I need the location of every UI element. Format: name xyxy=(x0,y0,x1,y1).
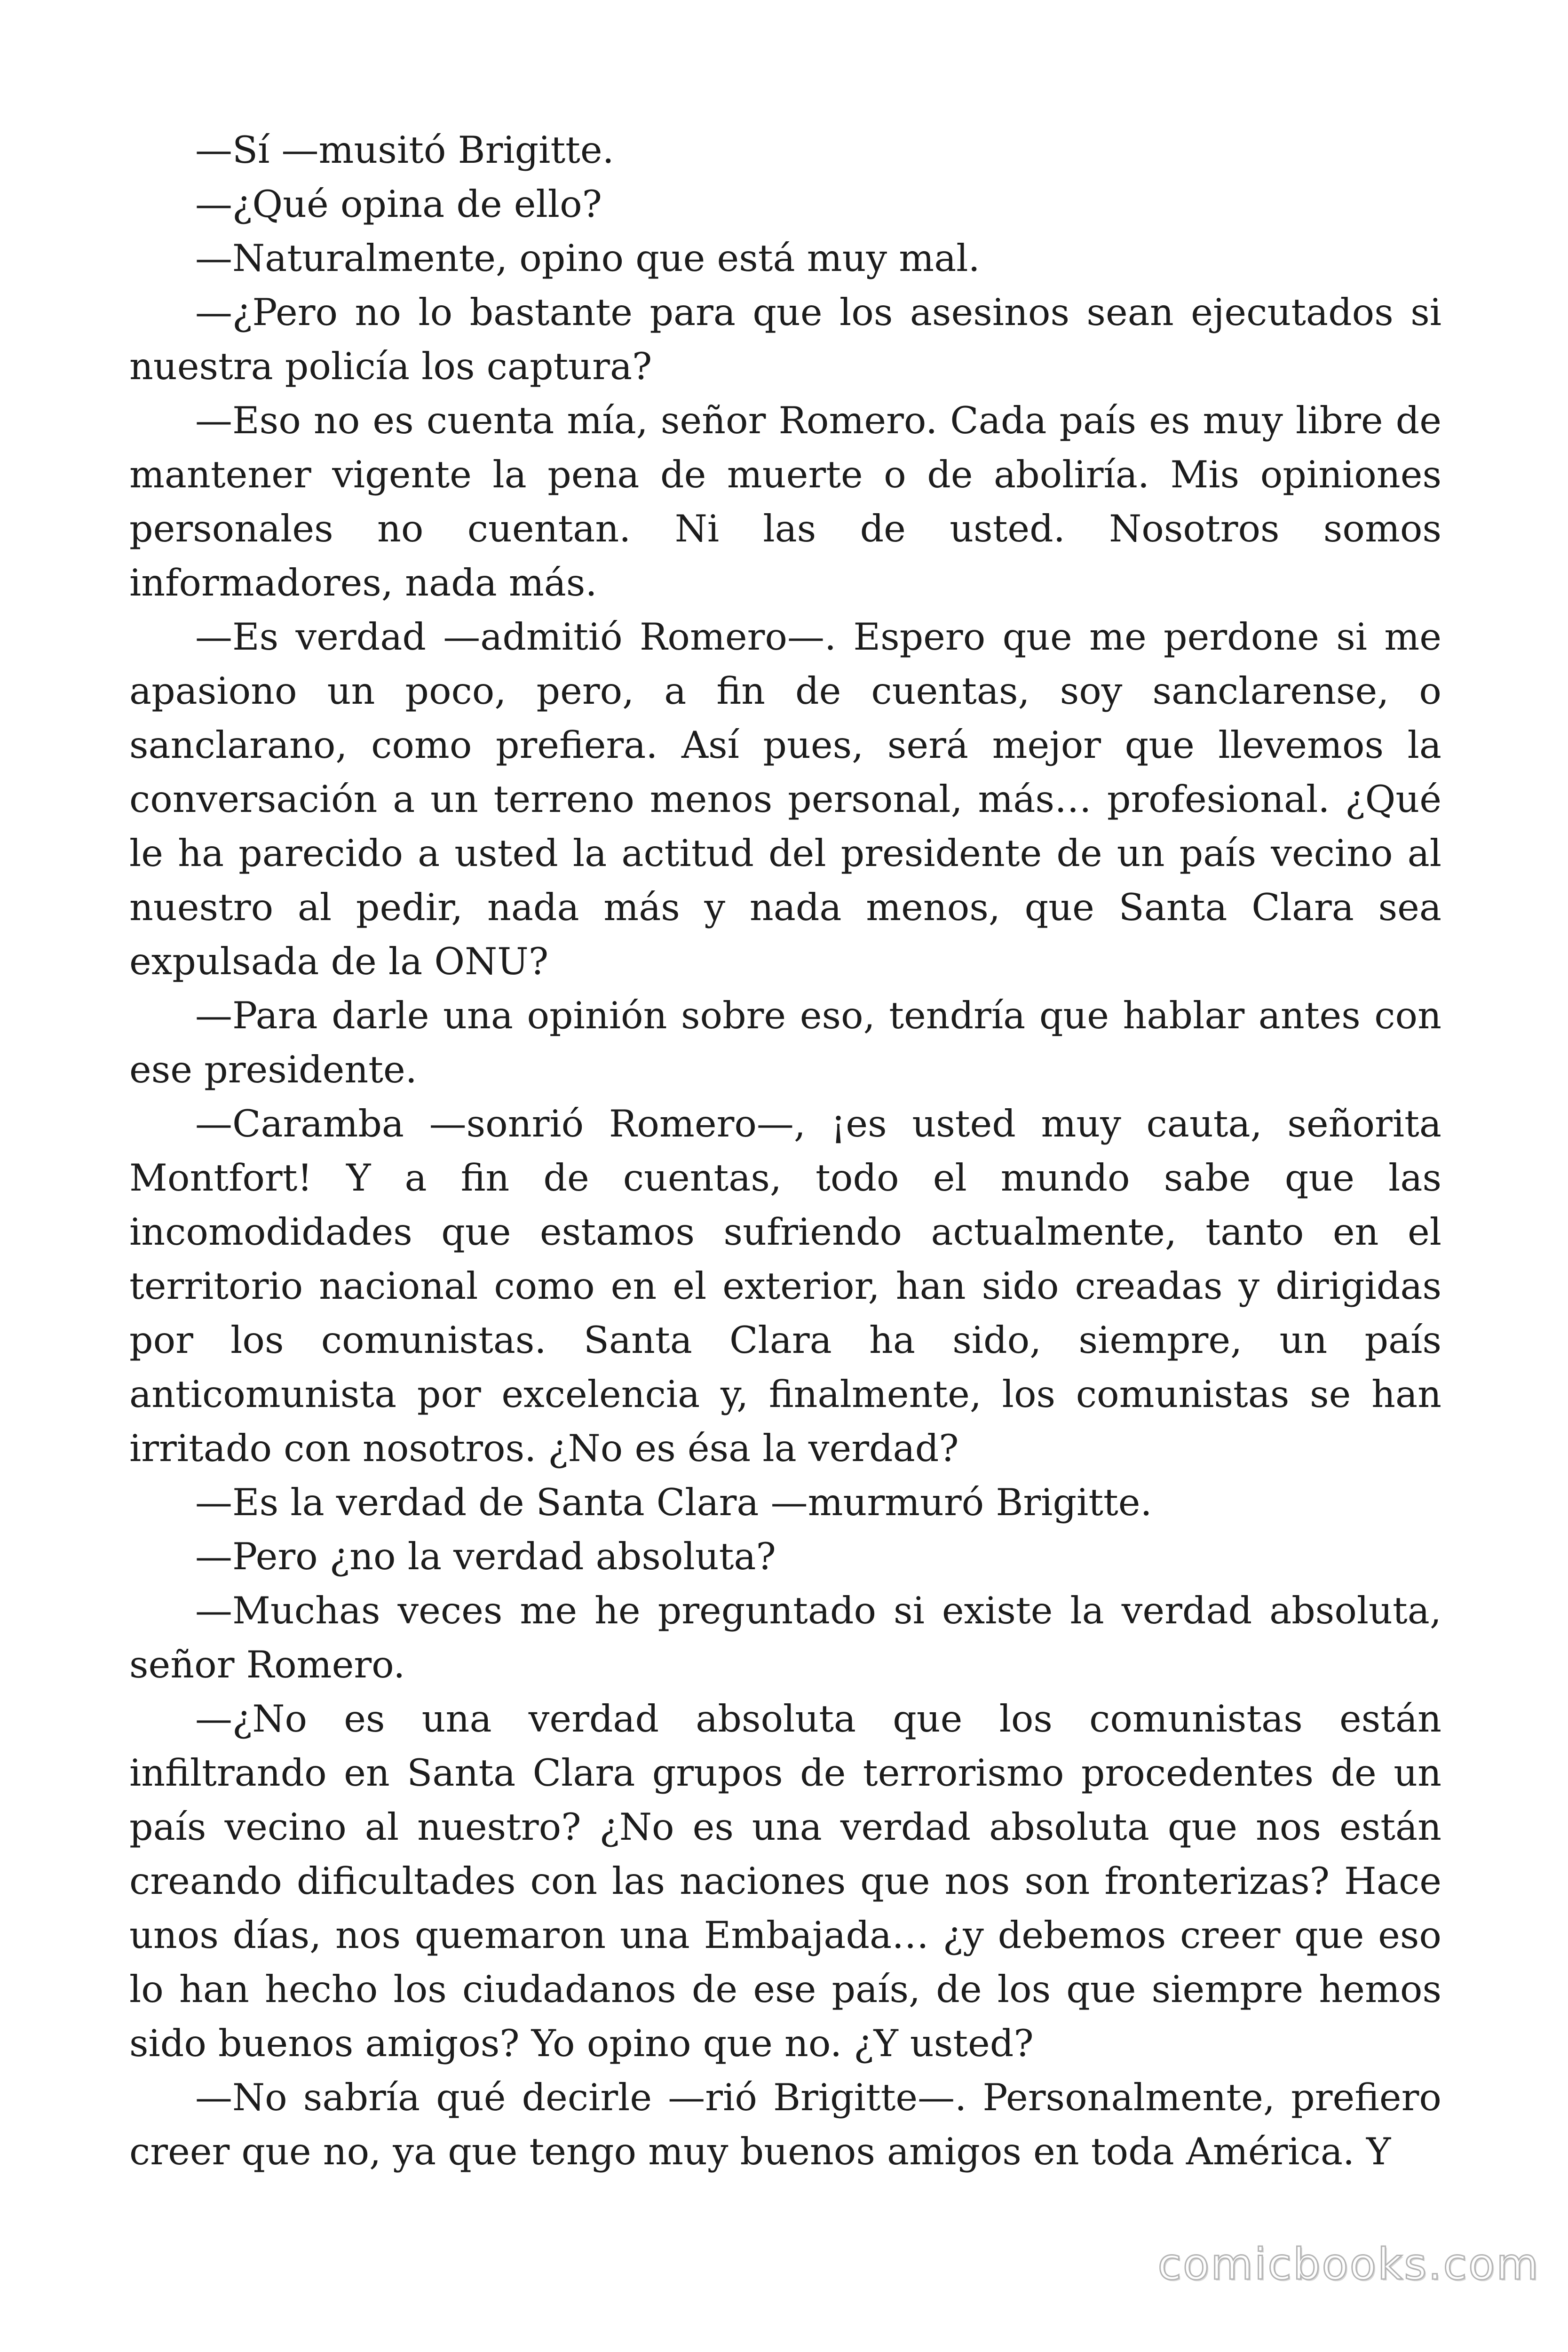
body-text xyxy=(129,123,1441,2179)
paragraph: —Naturalmente, opino que está muy mal. xyxy=(195,237,980,280)
paragraph: —Caramba —sonrió Romero—, ¡es usted muy cauta, señorita Montfort! Y a fin de cuentas, todo el mundo sabe que las incomodidades que estamos sufriendo actualmente, tanto en el territorio nacional como en el exterior, han sido creadas y dirigidas por los comunistas. Santa Clara ha sido, siempre, un país anticomunista por excelencia y, finalmente, los comunistas se han irritado con nosotros. ¿No es ésa la verdad? xyxy=(129,1102,1441,1470)
paragraph: —Es verdad —admitió Romero—. Espero que me perdone si me apasiono un poco, pero, a fin de cuentas, soy sanclarense, o sanclarano, como prefiera. Así pues, será mejor que llevemos la conversación a un terreno menos personal, más… profesional. ¿Qué le ha parecido a usted la actitud del presidente de un país vecino al nuestro al pedir, nada más y nada menos, que Santa Clara sea expulsada de la ONU? xyxy=(129,615,1441,983)
paragraph: —Es la verdad de Santa Clara —murmuró Brigitte. xyxy=(195,1481,1152,1524)
paragraph: —Muchas veces me he preguntado si existe la verdad absoluta, señor Romero. xyxy=(129,1589,1441,1686)
paragraph: —Pero ¿no la verdad absoluta? xyxy=(195,1535,776,1578)
paragraph: —¿Qué opina de ello? xyxy=(195,183,602,226)
paragraph: —¿Pero no lo bastante para que los asesinos sean ejecutados si nuestra policía los captura? xyxy=(129,291,1441,388)
paragraph: —Para darle una opinión sobre eso, tendría que hablar antes con ese presidente. xyxy=(129,994,1441,1091)
paragraph: —No sabría qué decirle —rió Brigitte—. Personalmente, prefiero creer que no, ya que tengo muy buenos amigos en toda América. Y xyxy=(129,2076,1441,2173)
paragraph: —Eso no es cuenta mía, señor Romero. Cada país es muy libre de mantener vigente la pena de muerte o de aboliría. Mis opiniones personales no cuentan. Ni las de usted. Nosotros somos informadores, nada más. xyxy=(129,399,1441,604)
paragraph: —Sí —musitó Brigitte. xyxy=(195,128,614,172)
paragraph: —¿No es una verdad absoluta que los comunistas están infiltrando en Santa Clara grupos de terrorismo procedentes de un país vecino al nuestro? ¿No es una verdad absoluta que nos están creando dificultades con las naciones que nos son fronterizas? Hace unos días, nos quemaron una Embajada… ¿y debemos creer que eso lo han hecho los ciudadanos de ese país, de los que siempre hemos sido buenos amigos? Yo opino que no. ¿Y usted? xyxy=(129,1697,1441,2065)
watermark: comicbooks.com xyxy=(1157,2239,1540,2289)
